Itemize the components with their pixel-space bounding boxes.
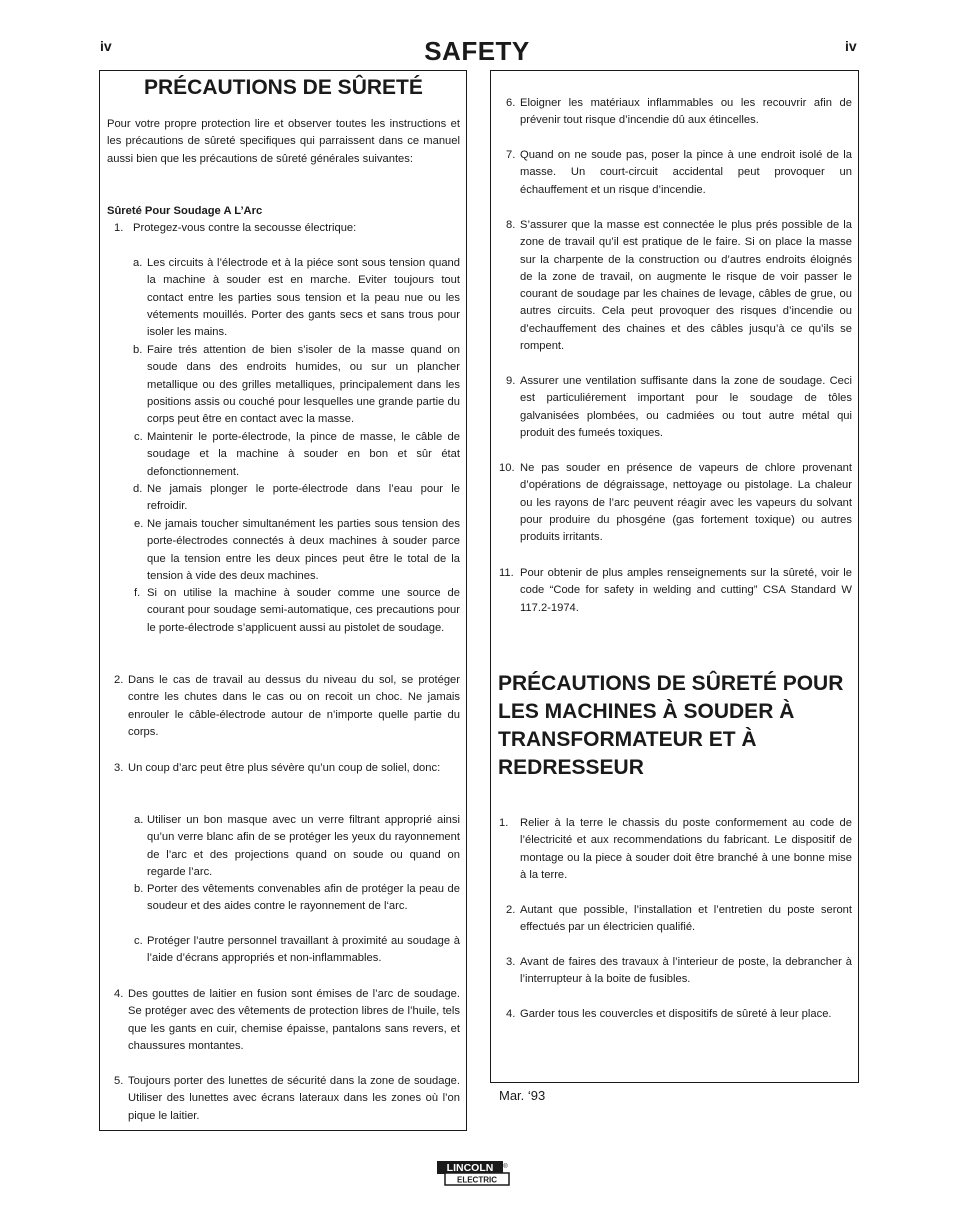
sub-item-letter: d. bbox=[133, 483, 143, 495]
intro-paragraph: Pour votre propre protection lire et observer toutes les instructions et les précautions de sûreté specifiques qui parraissent dans ce manuel aussi bien que les précautions de sûreté générales suivantes: bbox=[107, 118, 460, 165]
section-heading: PRÉCAUTIONS DE SÛRETÉ bbox=[144, 76, 423, 99]
item-number: 1. bbox=[499, 817, 509, 829]
item-number: 1. bbox=[114, 222, 124, 234]
sub-item-letter: b. bbox=[134, 883, 144, 895]
logo-line1: LINCOLN bbox=[446, 1162, 494, 1174]
logo-registered-mark: ® bbox=[503, 1164, 508, 1170]
lincoln-electric-logo bbox=[436, 1160, 510, 1186]
item-text: Ne pas souder en présence de vapeurs de chlore provenant d’opérations de dégraissage, nettoyage ou pistolage. La chaleur ou les rayons de l’arc peuvent réagir avec les vapeurs du solvant pour produire du phosgéne (gas fortement toxique) ou autres produits irritants. bbox=[520, 462, 852, 544]
section-heading-transformer: PRÉCAUTIONS DE SÛRETÉ POUR LES MACHINES À SOUDER À TRANSFORMATEUR ET À REDRESSEUR bbox=[498, 672, 844, 779]
sub-item-letter: e. bbox=[134, 518, 144, 530]
item-number: 3. bbox=[114, 762, 124, 774]
item-number: 8. bbox=[506, 219, 516, 231]
item-text: Relier à la terre le chassis du poste conformement au code de l’électricité et aux recommendations du fabricant. Le dispositif de montage ou la piece à souder doit être branché à une bonne mise à la terre. bbox=[520, 817, 852, 881]
sub-item-text: Utiliser un bon masque avec un verre filtrant approprié ainsi qu’un verre blanc afin de se protéger les yeux du rayonnement de l’arc et des projections quand on soude ou quand on regarde l’arc. bbox=[147, 814, 460, 878]
item-text: Dans le cas de travail au dessus du niveau du sol, se protéger contre les chutes dans le cas ou on recoit un choc. Ne jamais enrouler le câble-électrode autour de n’importe quelle partie du corps. bbox=[128, 674, 460, 738]
item-text: Assurer une ventilation suffisante dans la zone de soudage. Ceci est particuliérement important pour le soudage de tôles galvanisées plombées, ou cadmiées ou tout autre métal qui produit des fumeés toxiques. bbox=[520, 375, 852, 439]
item-number: 3. bbox=[506, 956, 516, 968]
item-number: 11. bbox=[499, 567, 514, 579]
sub-item-text: Ne jamais plonger le porte-électrode dans l’eau pour le refroidir. bbox=[147, 483, 460, 513]
item-text: Protegez-vous contre la secousse électrique: bbox=[133, 222, 357, 234]
sub-item-text: Les circuits à l’électrode et à la piéce sont sous tension quand la machine à souder est en marche. Eviter toujours tout contact entre les parties sous tension et la peau nue ou les vétements mouillés. Porter des gants secs et sans trous pour isoler les mains. bbox=[147, 257, 460, 339]
item-number: 10. bbox=[499, 462, 515, 474]
sub-item-letter: c. bbox=[134, 935, 143, 947]
sub-item-text: Ne jamais toucher simultanément les parties sous tension des porte-électrodes connectés à deux machines à souder parce que la tension entre les deux pinces peut être le total de la tension à vide des deux machines. bbox=[147, 518, 460, 582]
logo-line2: ELECTRIC bbox=[457, 1175, 497, 1185]
sub-item-letter: b. bbox=[133, 344, 143, 356]
sub-heading: Sûreté Pour Soudage A L’Arc bbox=[107, 205, 263, 217]
item-text: Toujours porter des lunettes de sécurité dans la zone de soudage. Utiliser des lunettes avec écrans lateraux dans les zones où l’on pique le laitier. bbox=[128, 1075, 460, 1122]
item-number: 4. bbox=[506, 1008, 516, 1020]
sub-item-text: Porter des vêtements convenables afin de protéger la peau de soudeur et des aides contre le rayonnement de l‘arc. bbox=[147, 883, 460, 913]
sub-item-text: Maintenir le porte-électrode, la pince de masse, le câble de soudage et la machine à souder en bon et sûr état defonctionnement. bbox=[147, 431, 460, 478]
item-number: 2. bbox=[114, 674, 124, 686]
item-number: 4. bbox=[114, 988, 124, 1000]
sub-item-text: Faire trés attention de bien s’isoler de la masse quand on soude dans des endroits humides, ou sur un plancher metallique ou des grilles metalliques, principalement dans les positions assis ou couché pour lesquelles une grande partie du corps peut être en contact avec la masse. bbox=[147, 344, 460, 426]
item-text: Pour obtenir de plus amples renseignements sur la sûreté, voir le code “Code for safety in welding and cutting” CSA Standard W 117.2-1974. bbox=[520, 567, 852, 614]
page-title: SAFETY bbox=[424, 36, 530, 66]
sub-item-letter: f. bbox=[134, 587, 141, 599]
item-number: 6. bbox=[506, 97, 516, 109]
page-number-right: iv bbox=[845, 38, 857, 54]
page-number-left: iv bbox=[100, 38, 112, 54]
sub-item-text: Protéger l’autre personnel travaillant à proximité au soudage à l’aide d’écrans appropriés et non-inflammables. bbox=[147, 935, 460, 965]
sub-item-letter: a. bbox=[134, 814, 144, 826]
item-text: Garder tous les couvercles et dispositifs de sûreté à leur place. bbox=[520, 1008, 832, 1020]
sub-item-letter: c. bbox=[134, 431, 143, 443]
item-text: Autant que possible, l’installation et l’entretien du poste seront effectués par un électricien qualifié. bbox=[520, 904, 852, 934]
item-text: Eloigner les matériaux inflammables ou les recouvrir afin de prévenir tout risque d’incendie dû aux étincelles. bbox=[520, 97, 852, 127]
item-text: Avant de faires des travaux à l’interieur de poste, la debrancher à l’interrupteur à la boite de fusibles. bbox=[520, 956, 852, 986]
item-number: 5. bbox=[114, 1075, 124, 1087]
item-text: Des gouttes de laitier en fusion sont émises de l’arc de soudage. Se protéger avec des vêtements de protection libres de l’huile, tels que les gants en cuir, chemise épaisse, pantalons sans revers, et chaussures montantes. bbox=[128, 988, 460, 1052]
sub-item-letter: a. bbox=[133, 257, 143, 269]
sub-item-text: Si on utilise la machine à souder comme une source de courant pour soudage semi-automatique, ces precautions pour le porte-électrode s’applicuent aussi au pistolet de soudage. bbox=[147, 587, 460, 634]
item-number: 7. bbox=[506, 149, 516, 161]
item-number: 2. bbox=[506, 904, 516, 916]
item-text: S’assurer que la masse est connectée le plus prés possible de la zone de travail qu’il est pratique de le faire. Si on place la masse sur la charpente de la construction ou d’autres endroits éloignés de la zone de travail, on augmente le risque de voir passer le courant de soudage par les chaines de levage, câbles de grue, ou autres circuits. Cela peut provoquer des risques d’incendie ou d’echauffement des chaines et des câbles jusqu’à ce qu’ils se rompent. bbox=[520, 219, 852, 353]
item-text: Un coup d’arc peut être plus sévère qu’un coup de soliel, donc: bbox=[128, 762, 441, 774]
item-text: Quand on ne soude pas, poser la pince à une endroit isolé de la masse. Un court-circuit accidental peut provoquer un échauffement et un risque d’incendie. bbox=[520, 149, 852, 196]
item-number: 9. bbox=[506, 375, 516, 387]
revision-date: Mar. ‘93 bbox=[499, 1088, 546, 1103]
